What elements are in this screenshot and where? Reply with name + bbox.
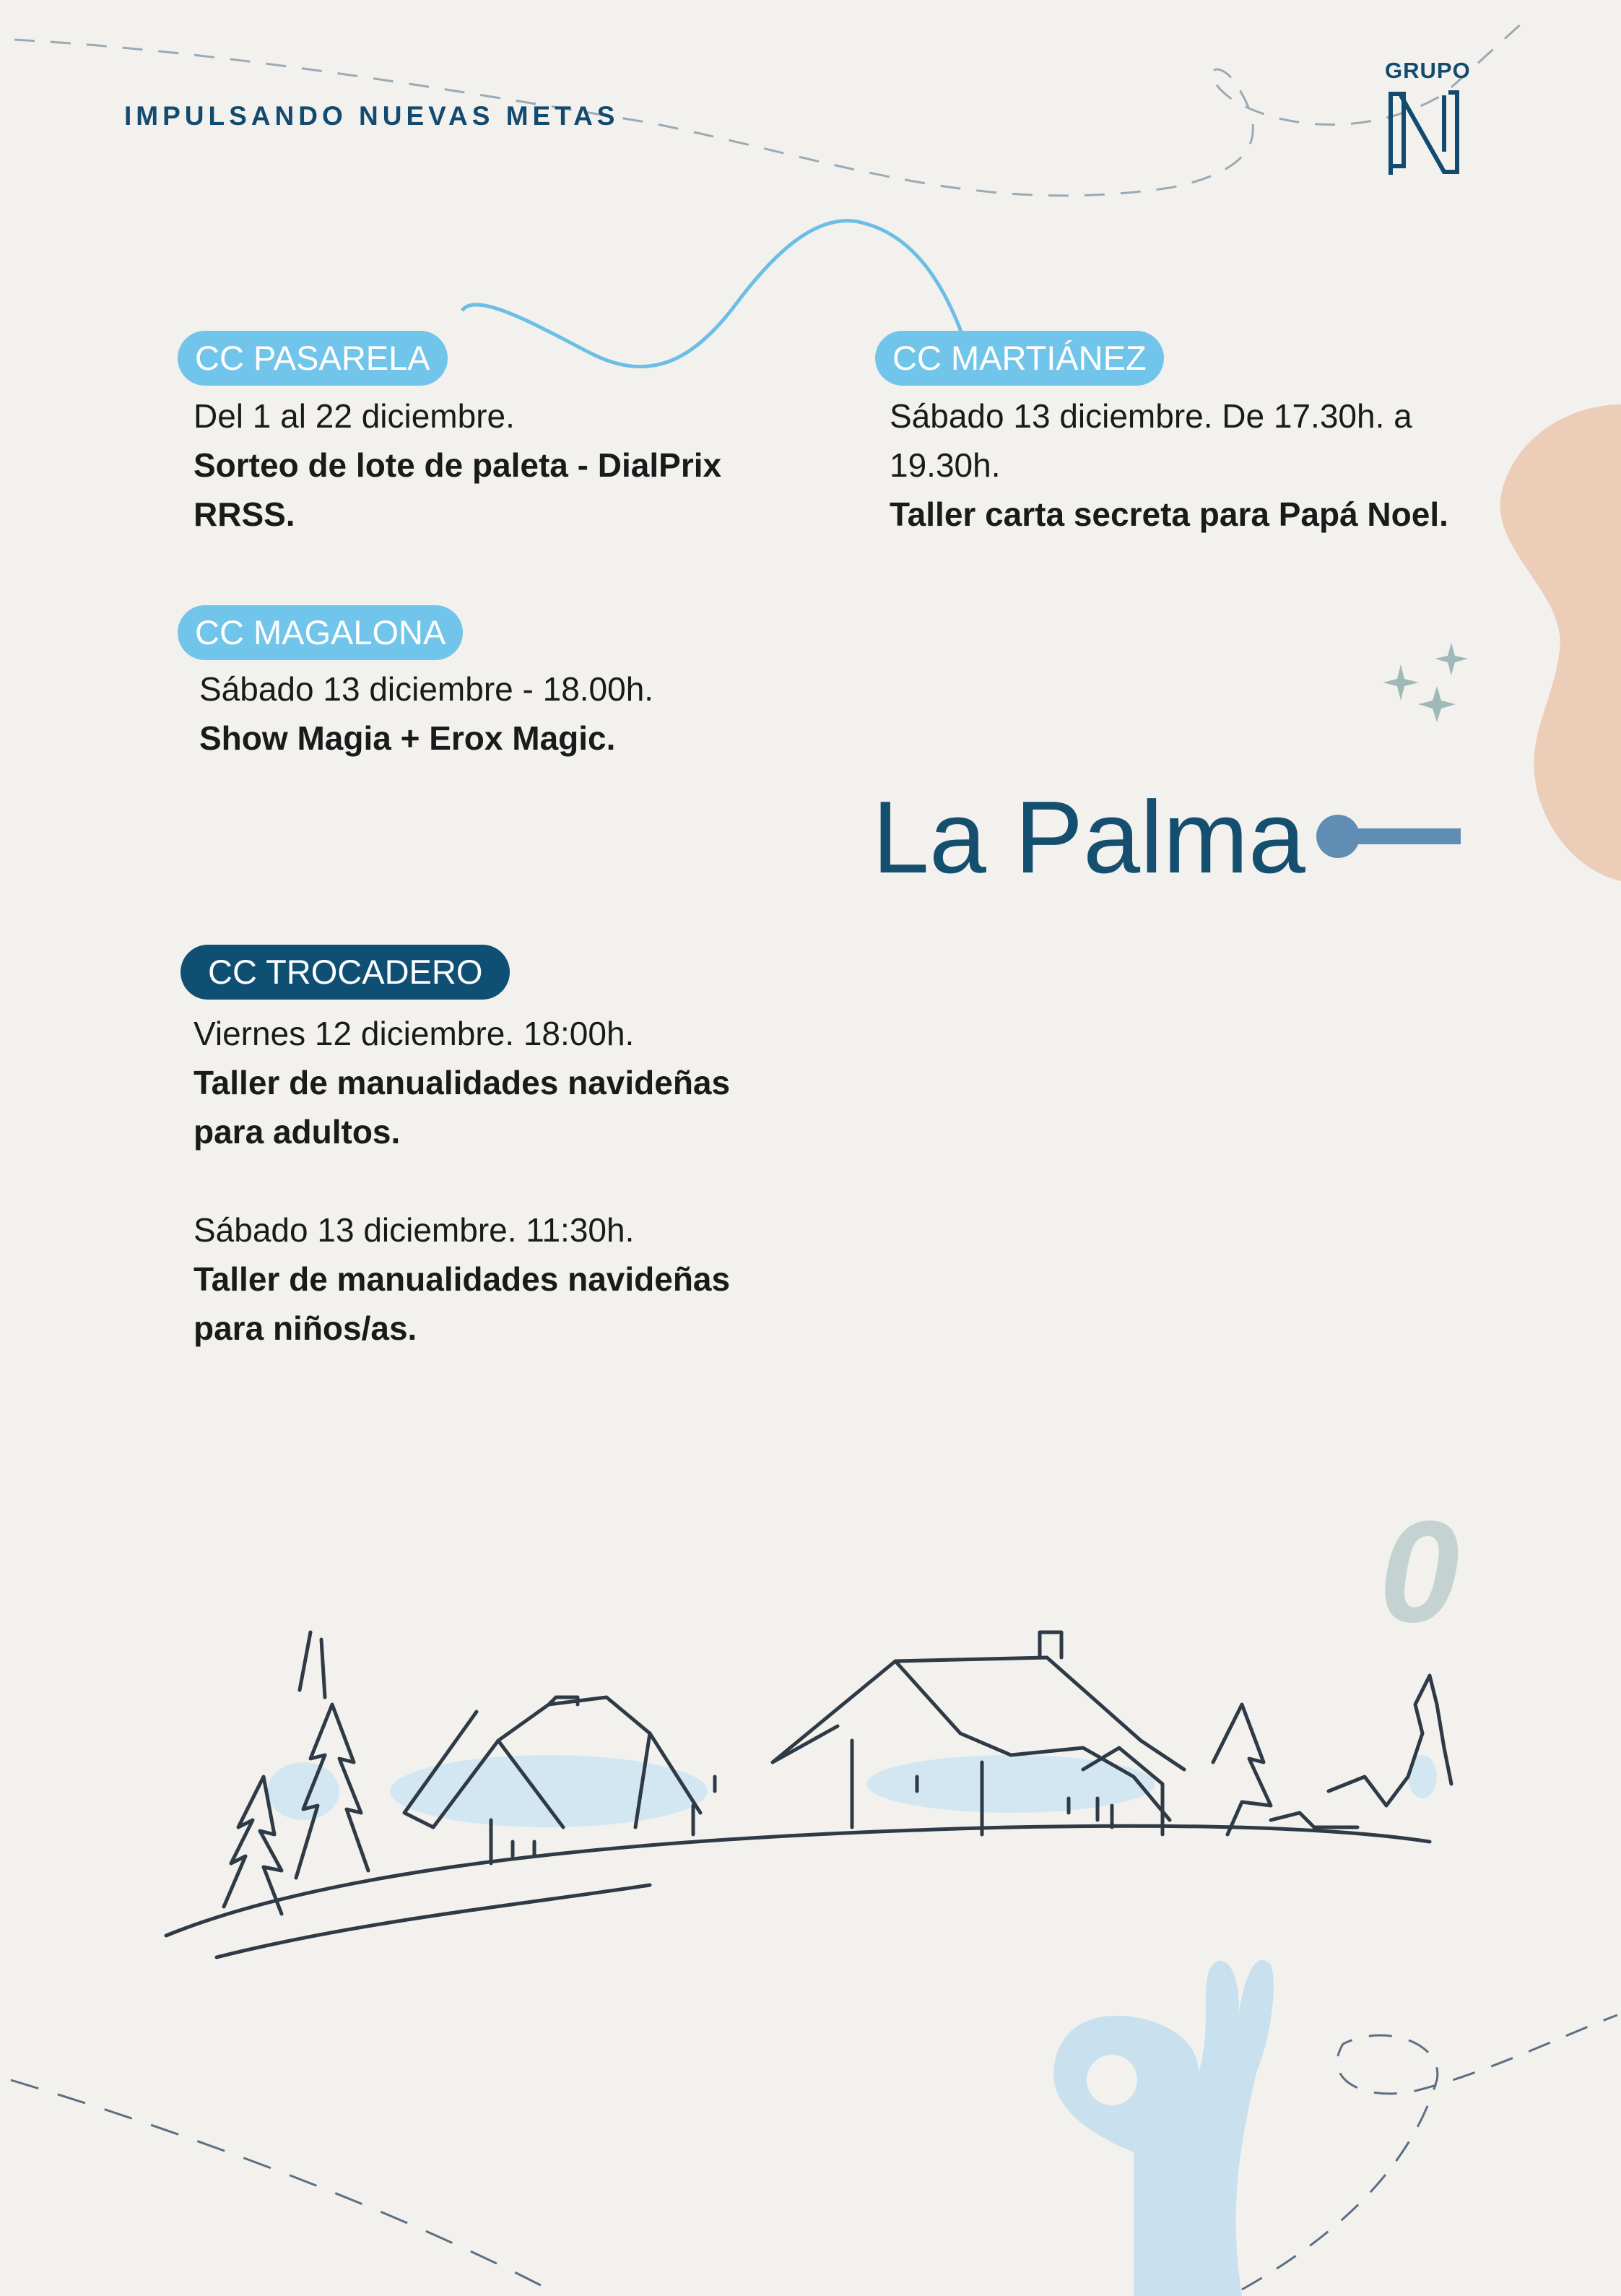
event-date: Del 1 al 22 diciembre. [194,397,515,435]
event-date: Sábado 13 diciembre. De 17.30h. a [890,397,1412,435]
logo-n1-mark-icon [1379,58,1473,181]
event-date: Viernes 12 diciembre. 18:00h. [194,1015,635,1052]
event-date: Sábado 13 diciembre - 18.00h. [199,670,654,708]
event-details-magalona [199,664,653,763]
event-date: 19.30h. [890,446,1001,484]
dashed-curve-bottom-left [11,2080,556,2293]
venue-pill-trocadero: CC TROCADERO [181,945,510,1000]
ok-hand-icon [1053,1960,1274,2296]
event-title: Taller de manualidades navideñas [194,1064,731,1101]
venue-pill-pasarela: CC PASARELA [178,331,448,386]
event-title: Sorteo de lote de paleta - DialPrix [194,446,722,484]
event-title: Show Magia + Erox Magic. [199,719,616,757]
venue-pill-magalona: CC MAGALONA [178,605,463,660]
event-title: para adultos. [194,1113,401,1151]
event-details-trocadero [194,1009,730,1353]
event-date: Sábado 13 diciembre. 11:30h. [194,1211,635,1249]
decor-zero: 0 [1379,1491,1460,1652]
event-title: Taller carta secreta para Papá Noel. [890,495,1448,533]
header-tagline: IMPULSANDO NUEVAS METAS [124,101,620,131]
event-title: RRSS. [194,495,295,533]
peach-blob [1500,404,1621,881]
pin-icon [1314,813,1462,860]
winter-village-illustration [144,1618,1473,1964]
grupo-n1-logo [1379,58,1473,181]
event-details-pasarela [194,391,721,539]
event-details-martianez [890,391,1448,539]
event-title: Taller de manualidades navideñas [194,1260,731,1298]
dashed-curve-bottom-right [1242,2015,1617,2289]
logo-text: GRUPO [1385,58,1471,83]
region-title: La Palma [872,780,1305,895]
sparkle-icon [1383,643,1477,729]
event-title: para niños/as. [194,1309,417,1347]
venue-pill-martianez: CC MARTIÁNEZ [875,331,1164,386]
